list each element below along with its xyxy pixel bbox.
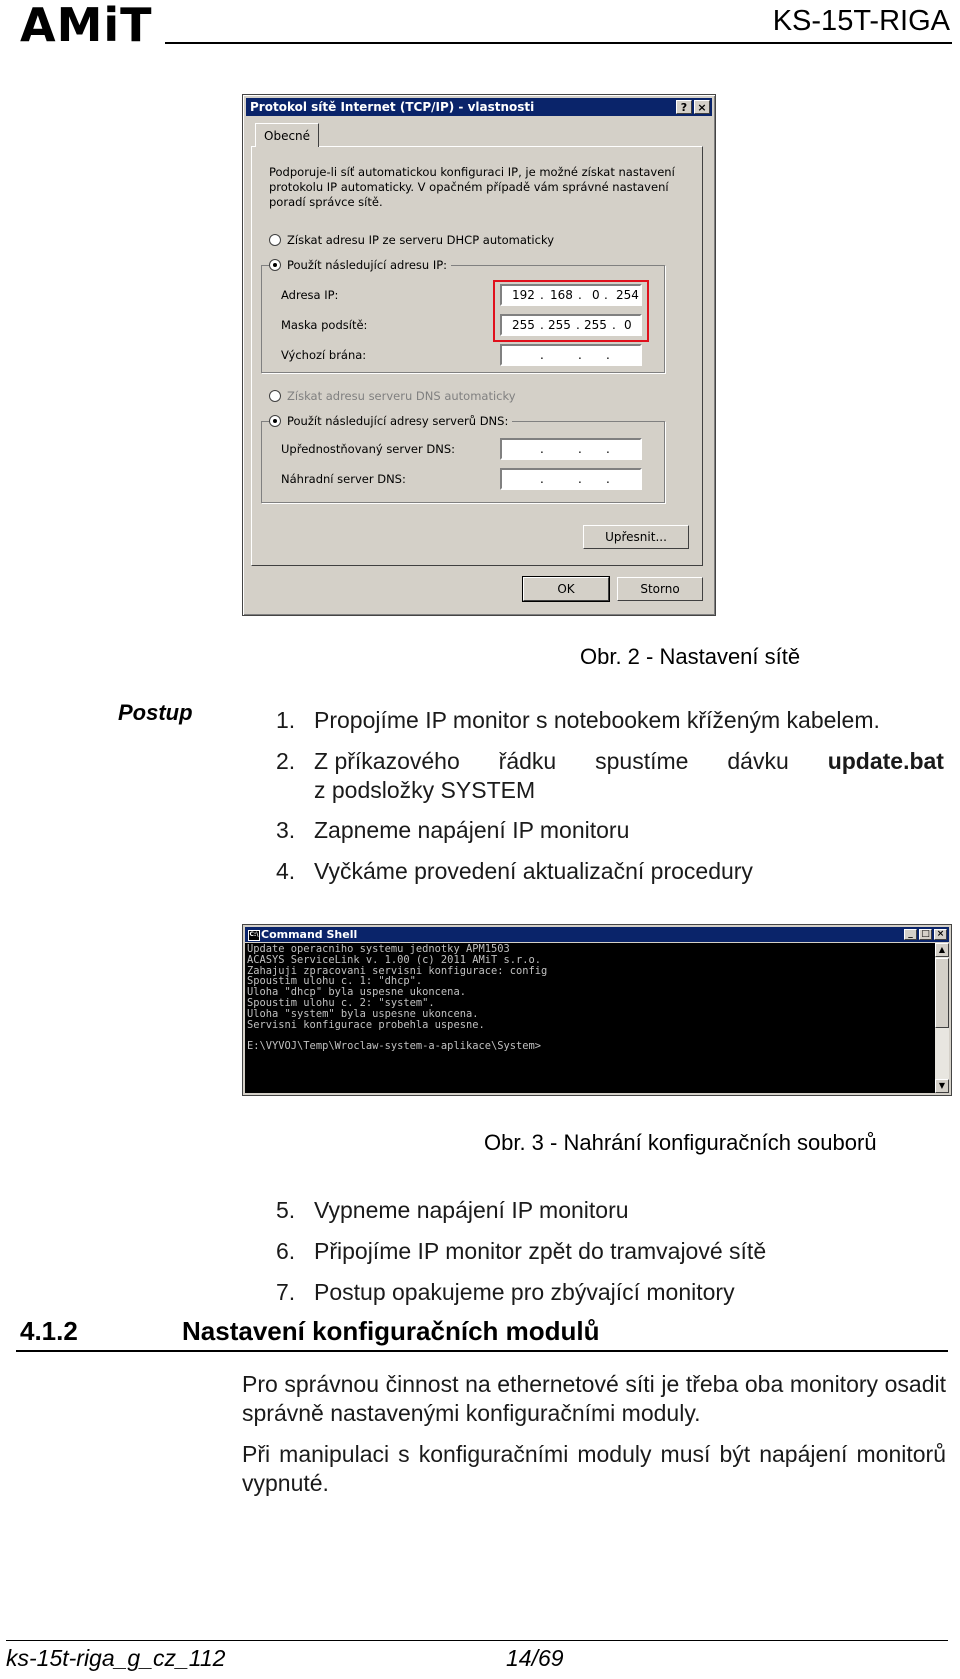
- ip-separator: .: [578, 288, 582, 302]
- header-rule: [165, 42, 952, 44]
- list-text: Připojíme IP monitor zpět do tramvajové sítě: [314, 1238, 767, 1264]
- scroll-thumb[interactable]: [935, 958, 949, 1028]
- list-word: Z příkazového: [314, 748, 460, 774]
- list-item: [276, 816, 629, 845]
- command-shell-window: [242, 924, 952, 1096]
- ip-octet: 0: [592, 288, 600, 302]
- radio-dhcp[interactable]: [269, 233, 554, 247]
- radio-dhcp-label: Získat adresu IP ze serveru DHCP automaticky: [287, 233, 554, 247]
- section-title: Nastavení konfiguračních modulů: [182, 1316, 600, 1346]
- close-icon[interactable]: ×: [934, 929, 947, 940]
- console-title: Command Shell: [261, 928, 358, 941]
- ip-separator: .: [606, 472, 610, 486]
- ip-octet: 192: [512, 288, 535, 302]
- figure-caption-3: Obr. 3 - Nahrání konfiguračních souborů: [484, 1130, 877, 1155]
- alternate-dns-field[interactable]: [500, 468, 642, 490]
- list-number: 6.: [276, 1238, 296, 1264]
- page-number: 14/69: [506, 1645, 564, 1671]
- ip-separator: .: [576, 318, 580, 332]
- amit-logo: AMiT: [20, 0, 153, 52]
- preferred-dns-field[interactable]: [500, 438, 642, 460]
- radio-on-icon: [269, 415, 281, 427]
- list-item: [276, 1196, 629, 1225]
- console-output: Update operacniho systemu jednotky APM1503 ACASYS ServiceLink v. 1.00 (c) 2011 AMiT s.r.o. Zahajuji zpracovani servisni konfigurace: config Spoustim ulohu c. 1: "dhcp". Uloha "dhcp" byla uspesne ukoncena. Spoustim ulohu c. 2: "system". Uloha "system" byla uspesne ukoncena. Servisni konfigurace probehla uspesne. E:\VYVOJ\Temp\Wroclaw-system-a-aplikace\System>: [245, 943, 935, 1093]
- list-number: 4.: [276, 858, 296, 884]
- list-text-continued: z podsložky SYSTEM: [314, 777, 536, 803]
- radio-static-ip-label: Použít následující adresu IP:: [287, 258, 448, 272]
- batch-file-name: update.bat: [827, 748, 944, 774]
- ip-separator: .: [606, 348, 610, 362]
- ip-separator: .: [540, 348, 544, 362]
- list-number: 1.: [276, 707, 296, 733]
- close-icon[interactable]: ×: [694, 100, 710, 114]
- dns-group: [261, 421, 665, 503]
- list-item: [276, 1278, 735, 1307]
- radio-dns-static-label: Použít následující adresy serverů DNS:: [287, 414, 509, 428]
- ip-separator: .: [578, 348, 582, 362]
- figure-caption-2: Obr. 2 - Nastavení sítě: [580, 644, 801, 669]
- ok-button[interactable]: OK: [523, 577, 609, 601]
- dialog-title: Protokol sítě Internet (TCP/IP) - vlastnosti: [250, 100, 535, 114]
- list-number: 2.: [276, 748, 296, 774]
- ip-separator: .: [540, 288, 544, 302]
- list-item: [276, 747, 944, 805]
- scroll-down-icon[interactable]: ▼: [935, 1079, 949, 1093]
- help-icon[interactable]: ?: [676, 100, 692, 114]
- list-text: Postup opakujeme pro zbývající monitory: [314, 1279, 735, 1305]
- mask-octet: 255: [512, 318, 535, 332]
- radio-on-icon: [269, 259, 281, 271]
- mask-octet: 255: [584, 318, 607, 332]
- list-text: Vyčkáme provedení aktualizační procedury: [314, 858, 753, 884]
- subnet-mask-label: Maska podsítě:: [281, 318, 368, 332]
- document-code: KS-15T-RIGA: [772, 5, 950, 37]
- list-text: Propojíme IP monitor s notebookem kříženým kabelem.: [314, 707, 880, 733]
- tab-general[interactable]: Obecné: [255, 123, 319, 147]
- ip-address-label: Adresa IP:: [281, 288, 339, 302]
- minimize-icon[interactable]: _: [904, 929, 917, 940]
- radio-off-icon: [269, 234, 281, 246]
- footer-doc-id: ks-15t-riga_g_cz_112: [6, 1645, 226, 1671]
- list-item: [276, 1237, 766, 1266]
- default-gateway-field[interactable]: [500, 344, 642, 366]
- list-number: 5.: [276, 1197, 296, 1223]
- ip-separator: .: [540, 318, 544, 332]
- list-number: 7.: [276, 1279, 296, 1305]
- ip-separator: .: [606, 442, 610, 456]
- list-word: řádku: [498, 748, 557, 774]
- ip-separator: .: [604, 288, 608, 302]
- ip-separator: .: [578, 442, 582, 456]
- paragraph: Pro správnou činnost na ethernetové síti je třeba oba monitory osadit správně nastavenými konfiguračními moduly.: [242, 1371, 946, 1426]
- dialog-titlebar: [246, 98, 712, 116]
- alternate-dns-label: Náhradní server DNS:: [281, 472, 406, 486]
- section-number: 4.1.2: [20, 1316, 78, 1346]
- default-gateway-label: Výchozí brána:: [281, 348, 367, 362]
- list-item: [276, 706, 880, 735]
- list-text: Vypneme napájení IP monitoru: [314, 1197, 629, 1223]
- cancel-button[interactable]: Storno: [617, 577, 703, 601]
- ip-octet: 254: [616, 288, 639, 302]
- maximize-icon[interactable]: □: [919, 929, 932, 940]
- radio-dns-auto[interactable]: [269, 389, 516, 403]
- radio-off-icon: [269, 390, 281, 402]
- list-word: dávku: [727, 748, 789, 774]
- list-item: [276, 857, 753, 886]
- console-icon: C:\: [248, 930, 260, 941]
- dialog-intro-text: Podporuje-li síť automatickou konfiguraci IP, je možné získat nastavení protokolu IP automaticky. V opačném případě vám správné nastavení poradí správce sítě.: [269, 165, 675, 209]
- radio-dns-static[interactable]: [269, 414, 512, 428]
- list-word: spustíme: [595, 748, 689, 774]
- ip-separator: .: [540, 472, 544, 486]
- ip-separator: .: [578, 472, 582, 486]
- highlight-box: [493, 280, 649, 342]
- paragraph: Při manipulaci s konfiguračními moduly musí být napájení monitorů vypnuté.: [242, 1441, 946, 1496]
- procedure-side-label: Postup: [118, 700, 193, 725]
- console-titlebar: [245, 927, 949, 942]
- scroll-up-icon[interactable]: ▲: [935, 943, 949, 957]
- radio-dns-auto-label: Získat adresu serveru DNS automaticky: [287, 389, 516, 403]
- section-rule: [16, 1350, 948, 1352]
- list-text: Zapneme napájení IP monitoru: [314, 817, 630, 843]
- console-scrollbar[interactable]: [935, 943, 949, 1093]
- ip-separator: .: [612, 318, 616, 332]
- ip-octet: 168: [550, 288, 573, 302]
- preferred-dns-label: Upřednostňovaný server DNS:: [281, 442, 456, 456]
- mask-octet: 0: [624, 318, 632, 332]
- tcpip-properties-dialog: [242, 94, 716, 616]
- footer-rule: [6, 1640, 948, 1641]
- mask-octet: 255: [548, 318, 571, 332]
- advanced-button[interactable]: Upřesnit...: [583, 525, 689, 549]
- radio-static-ip[interactable]: [269, 258, 451, 272]
- list-number: 3.: [276, 817, 296, 843]
- ip-separator: .: [540, 442, 544, 456]
